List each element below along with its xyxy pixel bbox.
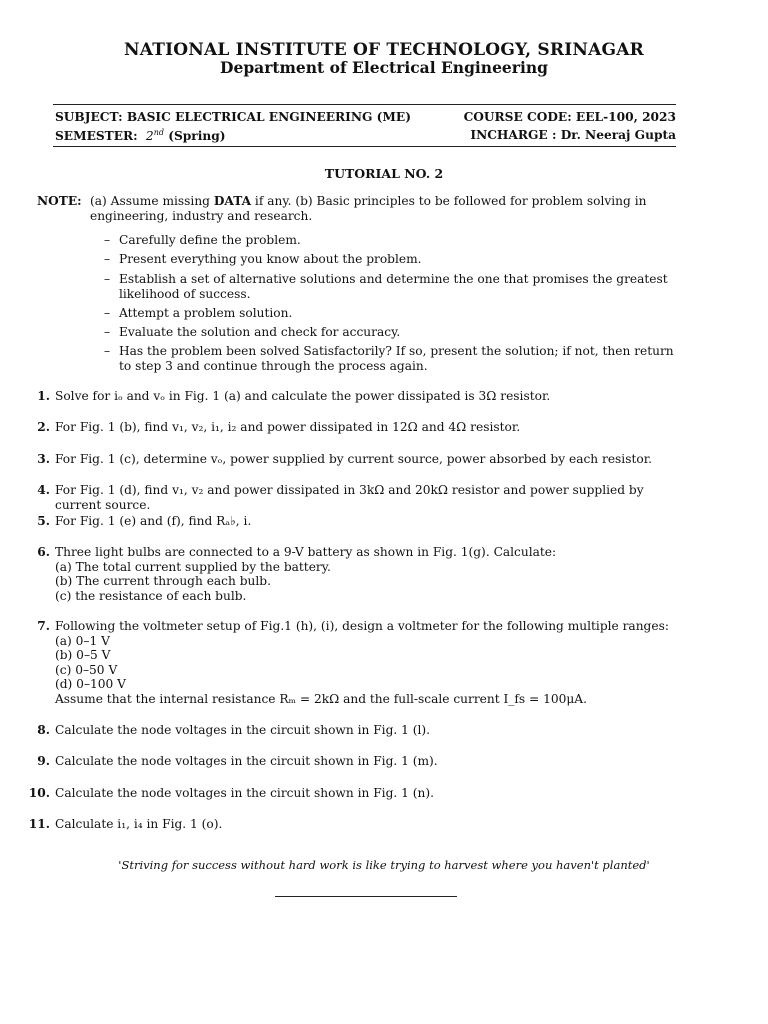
- question-text: [55, 619, 680, 706]
- note-text: [90, 194, 678, 223]
- question-number: 7.: [37, 619, 50, 633]
- incharge-line: INCHARGE : Dr. Neeraj Gupta: [470, 128, 676, 142]
- department-name: Department of Electrical Engineering: [220, 58, 548, 77]
- semester-suffix: nd: [153, 128, 164, 137]
- question-number: 3.: [37, 452, 50, 466]
- note-bullet: – Has the problem been solved Satisfactorily? If so, present the solution; if not, then return to step 3 and continue through the process again.: [104, 344, 678, 373]
- question-number: 5.: [37, 514, 50, 528]
- question-line: Assume that the internal resistance Rₘ = 2kΩ and the full-scale current I_fs = 100μA.: [55, 691, 587, 706]
- note-label: NOTE:: [37, 194, 82, 208]
- note-bullet-text: Has the problem been solved Satisfactorily? If so, present the solution; if not, then return to step 3 and continue through the process again.: [119, 344, 674, 373]
- question-line: (c) 0–50 V: [55, 662, 118, 677]
- question-text: Calculate the node voltages in the circuit shown in Fig. 1 (m).: [55, 754, 438, 768]
- question-text: Solve for iₒ and vₒ in Fig. 1 (a) and calculate the power dissipated is 3Ω resistor.: [55, 389, 551, 403]
- semester-label: SEMESTER:: [55, 129, 138, 144]
- question-text: For Fig. 1 (b), find v₁, v₂, i₁, i₂ and power dissipated in 12Ω and 4Ω resistor.: [55, 420, 521, 434]
- question-line: (c) the resistance of each bulb.: [55, 588, 247, 603]
- note-bullet: – Establish a set of alternative solutions and determine the one that promises the greatest likelihood of success.: [104, 272, 678, 301]
- question-number: 6.: [37, 545, 50, 559]
- question-text: For Fig. 1 (c), determine vₒ, power supplied by current source, power absorbed by each resistor.: [55, 452, 653, 466]
- question-text: For Fig. 1 (d), find v₁, v₂ and power dissipated in 3kΩ and 20kΩ resistor and power supplied by current source.: [55, 483, 644, 512]
- note-bullet-text: Attempt a problem solution.: [119, 306, 293, 320]
- question-text: For Fig. 1 (e) and (f), find Rₐ♭, i.: [55, 514, 252, 528]
- question-text: Calculate the node voltages in the circuit shown in Fig. 1 (n).: [55, 786, 434, 800]
- question-text: Calculate the node voltages in the circuit shown in Fig. 1 (l).: [55, 723, 431, 737]
- question-line: Three light bulbs are connected to a 9-V battery as shown in Fig. 1(g). Calculate:: [55, 545, 557, 559]
- note-bullet-text: Evaluate the solution and check for accuracy.: [119, 325, 401, 339]
- note-text-b: if any. (b) Basic principles to be followed for problem solving in engineering, industry and research.: [90, 194, 647, 223]
- header-top-rule: [53, 104, 676, 105]
- note-bullet: – Attempt a problem solution.: [104, 306, 678, 321]
- note-bullet-text: Carefully define the problem.: [119, 233, 301, 247]
- note-bullet-text: Present everything you know about the problem.: [119, 252, 422, 266]
- note-text-bold: DATA: [213, 194, 252, 208]
- note-bullet: – Evaluate the solution and check for accuracy.: [104, 325, 678, 340]
- institute-name: NATIONAL INSTITUTE OF TECHNOLOGY, SRINAGAR: [124, 40, 644, 60]
- question-number: 4.: [37, 483, 50, 497]
- course-code: COURSE CODE: EEL-100, 2023: [463, 110, 676, 124]
- note-bullet: – Present everything you know about the problem.: [104, 252, 678, 267]
- header-bottom-rule: [53, 146, 676, 147]
- question-text: [55, 545, 680, 603]
- question-number: 11.: [28, 817, 50, 831]
- semester-number: 2: [145, 129, 154, 144]
- question-number: 1.: [37, 389, 50, 403]
- question-line: (a) 0–1 V: [55, 633, 110, 648]
- question-line: (a) The total current supplied by the battery.: [55, 559, 331, 574]
- question-number: 8.: [37, 723, 50, 737]
- question-line: (b) The current through each bulb.: [55, 574, 271, 588]
- question-line: (d) 0–100 V: [55, 677, 126, 691]
- note-text-a: (a) Assume missing: [90, 194, 214, 208]
- question-line: Following the voltmeter setup of Fig.1 (h), (i), design a voltmeter for the following multiple ranges:: [55, 619, 669, 633]
- question-number: 2.: [37, 420, 50, 434]
- end-rule: [275, 896, 457, 897]
- question-line: (b) 0–5 V: [55, 648, 111, 662]
- question-number: 9.: [37, 754, 50, 768]
- question-text: Calculate i₁, i₄ in Fig. 1 (o).: [55, 817, 223, 831]
- closing-quote: 'Striving for success without hard work is like trying to harvest where you haven't planted': [118, 858, 650, 872]
- question-number: 10.: [28, 786, 50, 800]
- note-bullet-text: Establish a set of alternative solutions and determine the one that promises the greatest likelihood of success.: [119, 272, 668, 301]
- semester-line: [55, 128, 226, 143]
- note-bullet: – Carefully define the problem.: [104, 233, 678, 248]
- semester-term: (Spring): [168, 129, 226, 144]
- tutorial-title: TUTORIAL NO. 2: [324, 166, 444, 181]
- subject-line: SUBJECT: BASIC ELECTRICAL ENGINEERING (ME): [55, 110, 411, 124]
